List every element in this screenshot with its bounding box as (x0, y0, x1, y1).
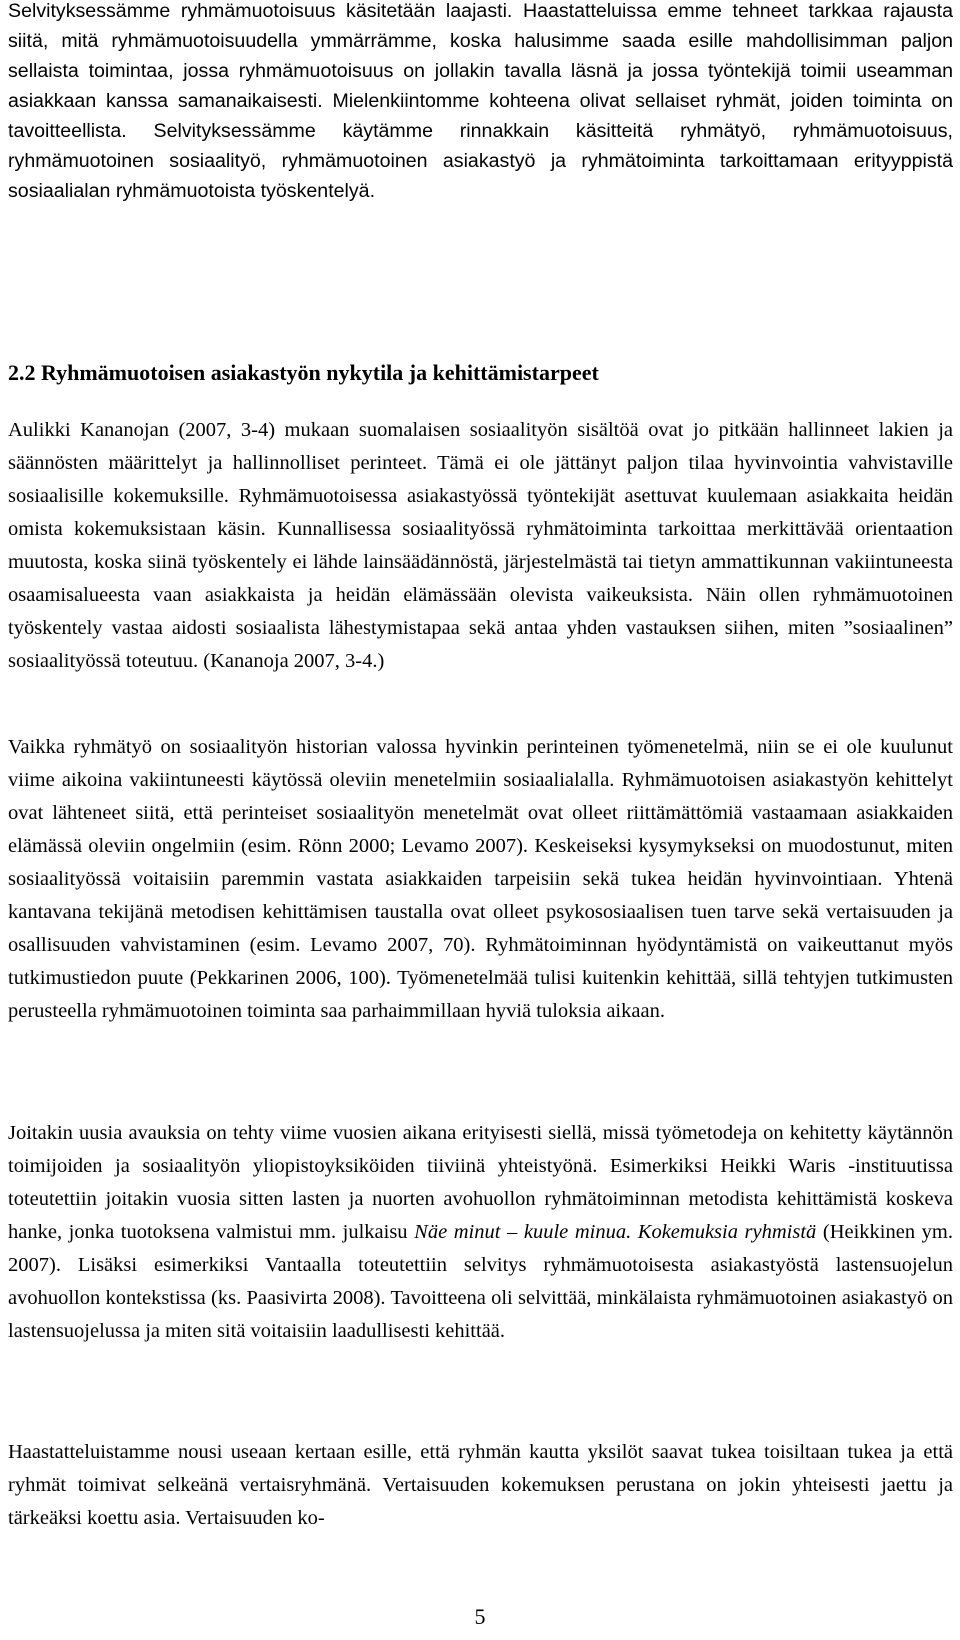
paragraph-3-text-a: Joitakin uusia avauksia on tehty viime vuosien aikana erityisesti siellä, missä työmetodeja on kehitetty käytännön toimijoiden ja sosiaalityön yliopistoyksiköiden tiiviinä yhteistyönä. Esimerkiksi Heikki Waris -instituutissa toteutettiin joitakin vuosia sitten lasten ja nuorten avohuollon ryhmätoiminnan metodista kehittämistä koskeva hanke, jonka tuotoksena valmistui mm. julkaisu (8, 1122, 953, 1243)
page-number: 5 (474, 1604, 486, 1629)
intro-paragraph: Selvityksessämme ryhmämuotoisuus käsitetään laajasti. Haastatteluissa emme tehneet tarkkaa rajausta siitä, mitä ryhmämuotoisuudella ymmärrämme, koska halusimme saada esille mahdollisimman paljon sellaista toimintaa, jossa ryhmämuotoisuus on jollakin tavalla läsnä ja jossa työntekijä toimii useamman asiakkaan kanssa samanaikaisesti. Mielenkiintomme kohteena olivat sellaiset ryhmät, joiden toiminta on tavoitteellista. Selvityksessämme käytämme rinnakkain käsitteitä ryhmätyö, ryhmämuotoisuus, ryhmämuotoinen sosiaalityö, ryhmämuotoinen asiakastyö ja ryhmätoiminta tarkoittamaan erityyppistä sosiaalialan ryhmämuotoista työskentelyä. (8, 0, 953, 202)
section-heading: 2.2 Ryhmämuotoisen asiakastyön nykytila ja kehittämistarpeet (8, 360, 599, 385)
body-paragraph-4: Haastatteluistamme nousi useaan kertaan esille, että ryhmän kautta yksilöt saavat tukea toisiltaan tukea ja että ryhmät toimivat selkeänä vertaisryhmänä. Vertaisuuden kokemuksen perustana on jokin yhteisesti jaettu ja tärkeäksi koettu asia. Vertaisuuden ko- (8, 1441, 953, 1529)
paragraph-3-text-b: (Heikkinen ym. 2007). Lisäksi esimerkiksi Vantaalla toteutettiin selvitys ryhmämuotoisesta asiakastyöstä lastensuojelun avohuollon kontekstissa (ks. Paasivirta 2008). Tavoitteena oli selvittää, minkälaista ryhmämuotoinen asiakastyö on lastensuojelussa ja miten sitä voitaisiin laadullisesti kehittää. (8, 1221, 953, 1342)
publication-title: Näe minut – kuule minua. Kokemuksia ryhmistä (414, 1221, 817, 1243)
body-paragraph-1: Aulikki Kananojan (2007, 3-4) mukaan suomalaisen sosiaalityön sisältöä ovat jo pitkään hallinneet lakien ja säännösten määrittelyt ja hallinnolliset perinteet. Tämä ei ole jättänyt paljon tilaa hyvinvointia vahvistaville sosiaalisille kokemuksille. Ryhmämuotoisessa asiakastyössä työntekijät asettuvat kuulemaan asiakkaita heidän omista kokemuksistaan käsin. Kunnallisessa sosiaalityössä ryhmätoiminta tarkoittaa merkittävää orientaation muutosta, koska siinä työskentely ei lähde lainsäädännöstä, järjestelmästä tai tietyn ammattikunnan vakiintuneesta osaamisalueesta vaan asiakkaista ja heidän elämässään olevista vaikeuksista. Näin ollen ryhmämuotoinen työskentely vastaa aidosti sosiaalista lähestymistapaa sekä antaa yhden vastauksen siihen, miten ”sosiaalinen” sosiaalityössä toteutuu. (Kananoja 2007, 3-4.) (8, 419, 953, 672)
body-paragraph-2: Vaikka ryhmätyö on sosiaalityön historian valossa hyvinkin perinteinen työmenetelmä, niin se ei ole kuulunut viime aikoina vakiintuneesti käytössä oleviin menetelmiin sosiaalialalla. Ryhmämuotoisen asiakastyön kehittelyt ovat lähteneet siitä, että perinteiset sosiaalityön menetelmät ovat olleet riittämättömiä vastaamaan asiakkaiden elämässä oleviin ongelmiin (esim. Rönn 2000; Levamo 2007). Keskeiseksi kysymykseksi on muodostunut, miten sosiaalityössä voitaisiin paremmin vastata asiakkaiden tarpeisiin sekä tukea heidän hyvinvointiaan. Yhtenä kantavana tekijänä metodisen kehittämisen taustalla ovat olleet psykososiaalisen tuen tarve sekä vertaisuuden ja osallisuuden vahvistaminen (esim. Levamo 2007, 70). Ryhmätoiminnan hyödyntämistä on vaikeuttanut myös tutkimustiedon puute (Pekkarinen 2006, 100). Työmenetelmää tulisi kuitenkin kehittää, sillä tehtyjen tutkimusten perusteella ryhmämuotoinen toiminta saa parhaimmillaan hyviä tuloksia aikaan. (8, 736, 953, 1022)
body-paragraph-3 (8, 1117, 953, 1348)
